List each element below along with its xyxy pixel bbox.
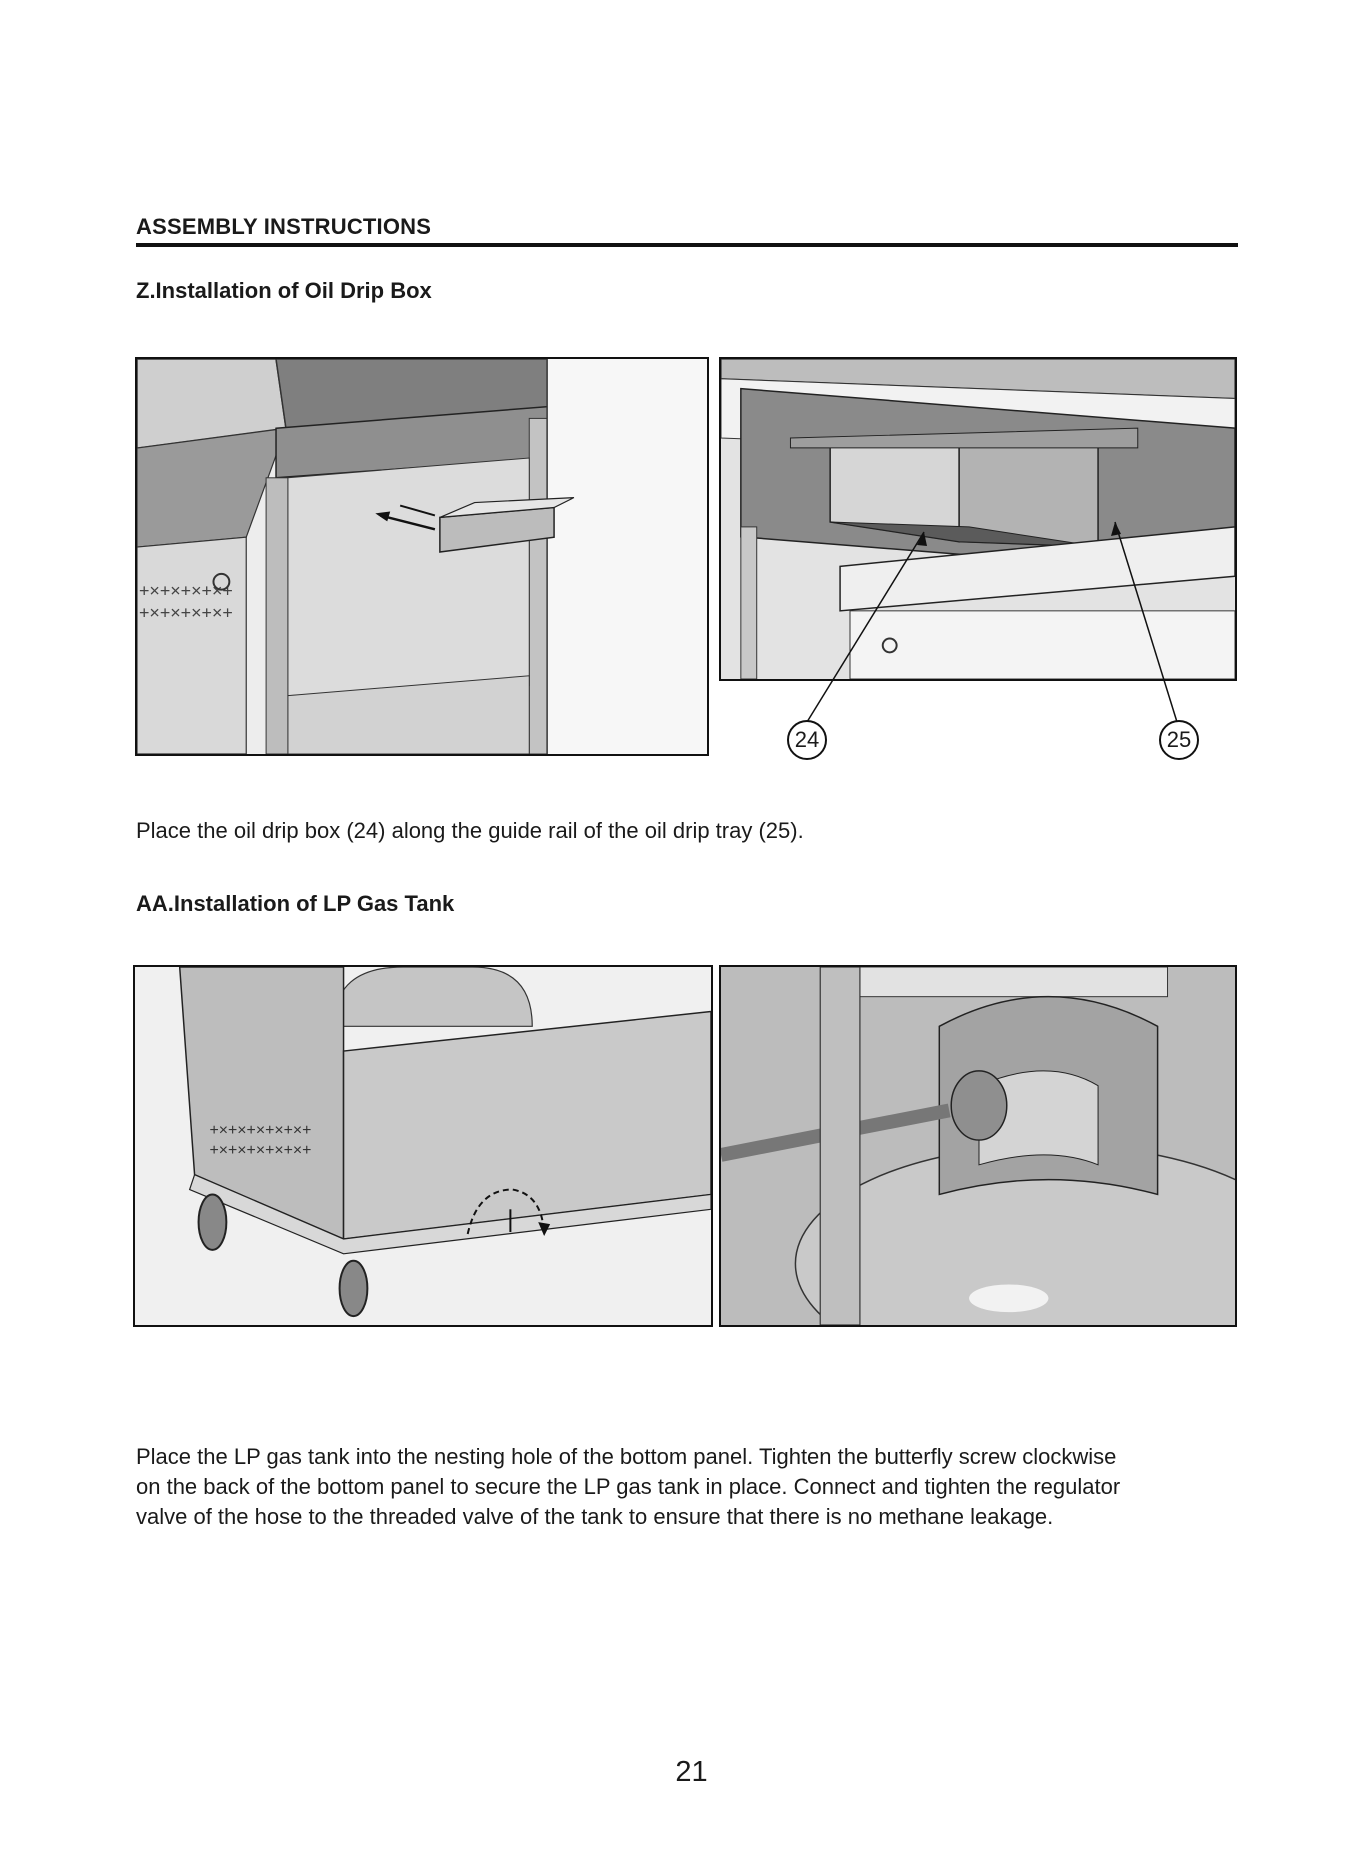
callout-25: 25 xyxy=(1159,720,1199,760)
figure-drip-box-overview xyxy=(135,357,709,756)
svg-text:+×+×+×+×+: +×+×+×+×+ xyxy=(138,580,233,601)
section-z-instruction: Place the oil drip box (24) along the guide rail of the oil drip tray (25). xyxy=(136,818,804,843)
section-aa-instruction-line-2: on the back of the bottom panel to secure the LP gas tank in place. Connect and tighten the regulator xyxy=(136,1474,1121,1499)
section-aa-heading: AA.Installation of LP Gas Tank xyxy=(136,891,455,916)
svg-text:+×+×+×+×+: +×+×+×+×+ xyxy=(138,602,233,623)
page-number: 21 xyxy=(675,1756,708,1788)
section-z-heading: Z.Installation of Oil Drip Box xyxy=(136,278,432,303)
callout-leader-lines xyxy=(719,357,1237,757)
header-rule xyxy=(136,243,1238,247)
svg-text:+×+×+×+×+×+: +×+×+×+×+×+ xyxy=(209,1122,312,1140)
callout-24: 24 xyxy=(787,720,827,760)
figure-gas-tank-cart xyxy=(133,965,713,1327)
section-aa-instruction-line-1: Place the LP gas tank into the nesting hole of the bottom panel. Tighten the butterfly screw clockwise xyxy=(136,1444,1117,1469)
svg-text:+×+×+×+×+×+: +×+×+×+×+×+ xyxy=(209,1141,312,1159)
page-title: ASSEMBLY INSTRUCTIONS xyxy=(136,214,432,239)
figure-gas-tank-regulator xyxy=(719,965,1237,1327)
section-aa-instruction-line-3: valve of the hose to the threaded valve of the tank to ensure that there is no methane leakage. xyxy=(136,1504,1054,1529)
